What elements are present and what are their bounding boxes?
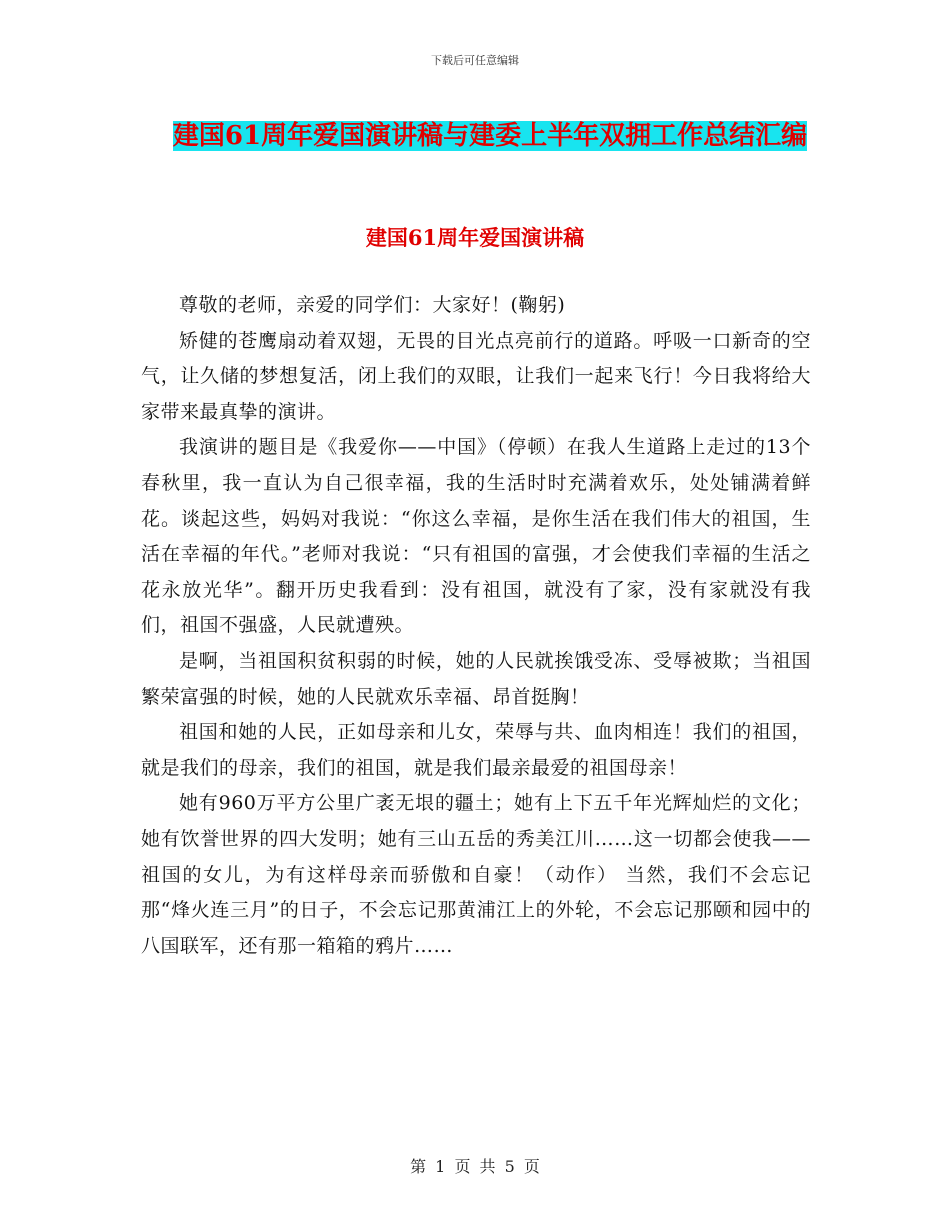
section-title: 建国61周年爱国演讲稿 bbox=[365, 225, 585, 250]
body-text bbox=[141, 288, 811, 964]
document-title bbox=[140, 112, 840, 160]
paragraph-1: 尊敬的老师，亲爱的同学们：大家好！(鞠躬) bbox=[179, 294, 566, 316]
paragraph-2: 矫健的苍鹰扇动着双翅，无畏的目光点亮前行的道路。呼吸一口新奇的空气，让久储的梦想复活，闭上我们的双眼，让我们一起来飞行！今日我将给大家带来最真挚的演讲。 bbox=[141, 329, 811, 423]
page-indicator: 第 1 页 共 5 页 bbox=[410, 1157, 540, 1176]
paragraph-5: 祖国和她的人民，正如母亲和儿女，荣辱与共、血肉相连！我们的祖国，就是我们的母亲，我们的祖国，就是我们最亲最爱的祖国母亲！ bbox=[141, 721, 811, 779]
paragraph-3: 我演讲的题目是《我爱你——中国》（停顿）在我人生道路上走过的13个春秋里，我一直认为自己很幸福，我的生活时时充满着欢乐，处处铺满着鲜花。谈起这些，妈妈对我说：“你这么幸福，是你生活在我们伟大的祖国，生活在幸福的年代。”老师对我说：“只有祖国的富强，才会使我们幸福的生活之花永放光华”。翻开历史我看到：没有祖国，就没有了家，没有家就没有我们，祖国不强盛，人民就遭殃。 bbox=[141, 436, 811, 637]
paragraph-6: 她有960万平方公里广袤无垠的疆土；她有上下五千年光辉灿烂的文化；她有饮誉世界的四大发明；她有三山五岳的秀美江川……这一切都会使我——祖国的女儿，为有这样母亲而骄傲和自豪！（动作） 当然，我们不会忘记那“烽火连三月”的日子，不会忘记那黄浦江上的外轮，不会忘记那颐和园中的八国联军，还有那一箱箱的鸦片…… bbox=[141, 792, 811, 957]
header-note: 下载后可任意编辑 bbox=[431, 54, 519, 67]
paragraph-4: 是啊，当祖国积贫积弱的时候，她的人民就挨饿受冻、受辱被欺；当祖国繁荣富强的时候，她的人民就欢乐幸福、昂首挺胸！ bbox=[141, 649, 811, 708]
document-title-text: 建国61周年爱国演讲稿与建委上半年双拥工作总结汇编 bbox=[172, 121, 808, 151]
